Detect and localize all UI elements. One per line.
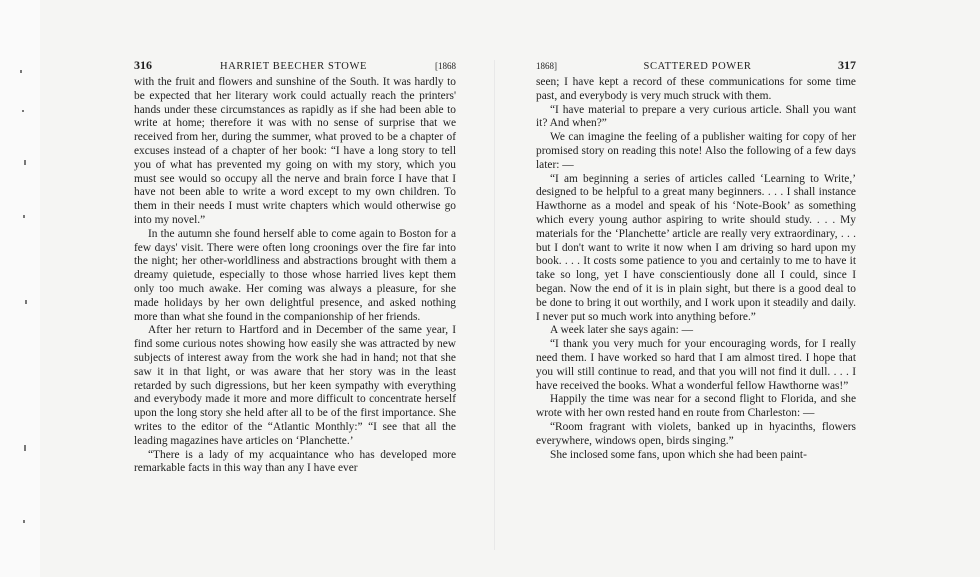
paragraph: Happily the time was near for a second flight to Florida, and she wrote with her own rested hand en route from Charleston: — xyxy=(536,393,856,420)
scan-margin xyxy=(0,0,40,577)
left-page-number: 316 xyxy=(134,58,152,72)
left-year-mark: [1868 xyxy=(435,61,456,71)
scan-artifact xyxy=(23,215,25,218)
right-page xyxy=(536,59,856,462)
scan-artifact xyxy=(22,110,24,112)
paragraph: with the fruit and flowers and sunshine of the South. It was hardly to be expected that her literary work could actually reach the printers' hands under these circumstances as rapidly as if she had been able to write at home; therefore it was with no sense of surprise that we received from her, during the summer, what proved to be a chapter of excuses instead of a chapter of her book: “I have a long story to tell you of what has prevented my going on with my story, which you must see would so occupy all the nerve and brain force I have that I have not been able to write a word except to my own children. To them in their needs I must write chapters which would otherwise go into my novel.” xyxy=(134,76,456,226)
paragraph: A week later she says again: — xyxy=(550,324,693,337)
paragraph: In the autumn she found herself able to come again to Boston for a few days' visit. There were often long croonings over the fire far into the night; her other-worldliness and abstractions brought with them a dreamy quietude, especially to those whose harried lives kept them only too much awake. Her coming was always a pleasure, for she made holidays by her own delightful presence, and asked nothing more than what she found in the companionship of her friends. xyxy=(134,227,456,323)
right-page-number: 317 xyxy=(837,58,856,72)
paragraph: We can imagine the feeling of a publisher waiting for copy of her promised story on reading this note! Also the following of a few days later: — xyxy=(536,131,856,171)
paragraph: “I have material to prepare a very curious article. Shall you want it? And when?” xyxy=(536,103,856,130)
scan-artifact xyxy=(25,300,27,304)
paragraph: “Room fragrant with violets, banked up in hyacinths, flowers everywhere, windows open, birds singing.” xyxy=(536,420,856,447)
scan-artifact xyxy=(23,520,25,523)
right-running-head xyxy=(536,59,856,72)
paragraph: “I am beginning a series of articles called ‘Learning to Write,’ designed to be helpful to a great many beginners. . . . I shall instance Hawthorne as a model and speak of his ‘Note-Book’ as something which every young author aspiring to write should study. . . . My materials for the ‘Planchette’ article are really very extraordinary, . . . but I don't want to write it now when I am driving so hard upon my book. . . . It costs some patience to you and certainly to me to have it take so long, yet I have conscientiously done all I could, since I began. Now the end of it is in plain sight, but there is a good deal to be done to bring it out worthily, and I work upon it steadily and daily. I never put so much work into anything before.” xyxy=(536,172,856,323)
paragraph: “There is a lady of my acquaintance who has developed more remarkable facts in this way than any I have ever xyxy=(134,448,456,475)
paragraph: “I thank you very much for your encouraging words, for I really need them. I have worked so hard that I am almost tired. I hope that you will still continue to read, and that you will not find it dull. . . . I have received the books. What a wonderful fellow Hawthorne was!” xyxy=(536,338,856,392)
paragraph: She inclosed some fans, upon which she had been paint- xyxy=(550,448,807,461)
book-gutter xyxy=(494,60,495,550)
left-page xyxy=(134,59,456,476)
paragraph: After her return to Hartford and in December of the same year, I find some curious notes showing how easily she was attracted by new subjects of interest away from the work she had in hand; not that she saw it in that light, or was aware that her story was in the least retarded by such digressions, but her keen sympathy with everything and everybody made it more and more difficult to concentrate herself upon the long story she held after all to be of the first importance. She writes to the editor of the “Atlantic Monthly:” “I see that all the leading magazines have articles on ‘Planchette.’ xyxy=(134,324,456,447)
right-year-mark: 1868] xyxy=(536,61,557,71)
scan-artifact xyxy=(24,160,26,165)
left-running-title: HARRIET BEECHER STOWE xyxy=(220,61,367,72)
right-running-title: SCATTERED POWER xyxy=(643,61,752,72)
left-running-head xyxy=(134,59,456,72)
scan-artifact xyxy=(20,70,22,73)
scan-artifact xyxy=(24,445,26,451)
paragraph: seen; I have kept a record of these communications for some time past, and everybody is very much struck with them. xyxy=(536,76,856,102)
